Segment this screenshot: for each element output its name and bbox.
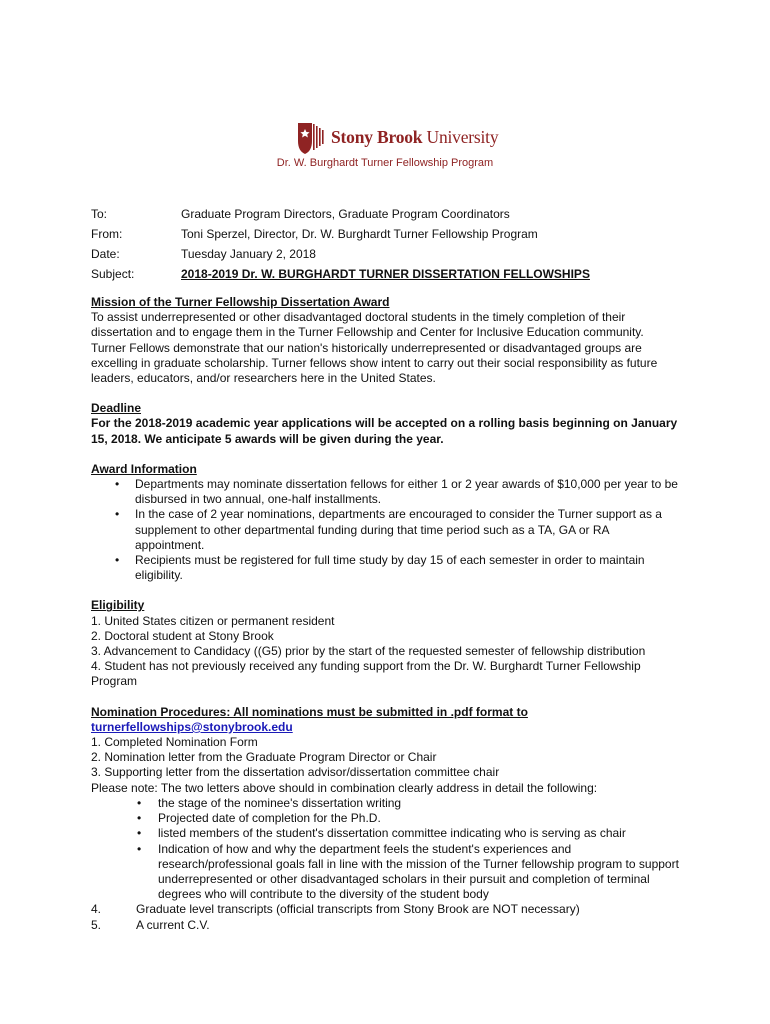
- memo-subject-row: [91, 264, 691, 284]
- memo-body: [91, 295, 681, 933]
- list-item: 1. Completed Nomination Form: [91, 735, 258, 750]
- program-name: Dr. W. Burghardt Turner Fellowship Program: [276, 157, 494, 169]
- logo-wordmark: Stony Brook University: [331, 127, 499, 148]
- memo-from-row: [91, 224, 691, 244]
- mission-text: To assist underrepresented or other disadvantaged doctoral students in the timely completion of their dissertation and to engage them in the Turner Fellowship and Center for Inclusive Education community. Turner Fellows demonstrate that our nation's historically underrepresented or disadvantaged groups are excelling in graduate scholarship. Turner fellows show intent to carry out their social responsibility as future leaders, educators, and/or researchers here in the United States.: [91, 310, 658, 386]
- nomination-email-link[interactable]: turnerfellowships@stonybrook.edu: [91, 719, 293, 734]
- shield-icon: [296, 121, 326, 155]
- award-heading: Award Information: [91, 461, 197, 476]
- deadline-heading: Deadline: [91, 401, 142, 416]
- memo-subject-value: 2018-2019 Dr. W. BURGHARDT TURNER DISSERTATION FELLOWSHIPS: [181, 267, 590, 281]
- university-logo: [296, 120, 498, 156]
- memo-date-value: Tuesday January 2, 2018: [181, 247, 316, 261]
- memo-from-value: Toni Sperzel, Director, Dr. W. Burghardt Turner Fellowship Program: [181, 227, 538, 241]
- memo-to-value: Graduate Program Directors, Graduate Program Coordinators: [181, 207, 510, 221]
- list-item: 5. A current C.V.: [91, 917, 210, 932]
- list-item: 1. United States citizen or permanent resident: [91, 613, 335, 628]
- deadline-text: For the 2018-2019 academic year applications will be accepted on a rolling basis beginning on January 15, 2018. We anticipate 5 awards will be given during the year.: [91, 416, 678, 446]
- list-item: 3. Supporting letter from the dissertation advisor/dissertation committee chair: [91, 765, 500, 780]
- eligibility-heading: Eligibility: [91, 598, 145, 613]
- list-item: 4. Graduate level transcripts (official transcripts from Stony Brook are NOT necessary): [91, 902, 580, 917]
- list-item: • the stage of the nominee's dissertation writing: [91, 796, 681, 811]
- memo-to-label: To:: [91, 207, 108, 221]
- list-item: 2. Doctoral student at Stony Brook: [91, 628, 274, 643]
- list-item: • Indication of how and why the department feels the student's experiences and research/professional goals fall in line with the mission of the Turner fellowship program to support underrepresented or other disadvantaged scholars in their pursuit and completion of terminal degrees who will contribute to the diversity of the student body: [91, 842, 681, 903]
- memo-to-row: [91, 204, 691, 224]
- memo-subject-label: Subject:: [91, 267, 135, 281]
- memo-from-label: From:: [91, 227, 123, 241]
- list-item: • listed members of the student's dissertation committee indicating who is serving as chair: [91, 826, 681, 841]
- memo-date-row: [91, 244, 691, 264]
- memo-header: [91, 204, 691, 284]
- list-item: • Departments may nominate dissertation fellows for either 1 or 2 year awards of $10,000 per year to be disbursed in two annual, one-half installments.: [91, 477, 681, 507]
- nomination-note: Please note: The two letters above should in combination clearly address in detail the following:: [91, 780, 598, 795]
- list-item: • Projected date of completion for the Ph.D.: [91, 811, 681, 826]
- award-list: [91, 477, 681, 583]
- mission-heading: Mission of the Turner Fellowship Dissertation Award: [91, 295, 390, 309]
- list-item: • In the case of 2 year nominations, departments are encouraged to consider the Turner support as a supplement to other departmental funding during that time period such as a TA, GA or RA appointment.: [91, 507, 681, 553]
- list-item: 4. Student has not previously received any funding support from the Dr. W. Burghardt Turner Fellowship Program: [91, 659, 641, 689]
- list-item: 2. Nomination letter from the Graduate Program Director or Chair: [91, 750, 437, 765]
- nomination-heading: Nomination Procedures: All nominations must be submitted in .pdf format to: [91, 704, 528, 719]
- list-item: • Recipients must be registered for full time study by day 15 of each semester in order to maintain eligibility.: [91, 553, 681, 583]
- list-item: 3. Advancement to Candidacy ((G5) prior by the start of the requested semester of fellowship distribution: [91, 644, 646, 659]
- nomination-bullets: [91, 796, 681, 902]
- memo-date-label: Date:: [91, 247, 120, 261]
